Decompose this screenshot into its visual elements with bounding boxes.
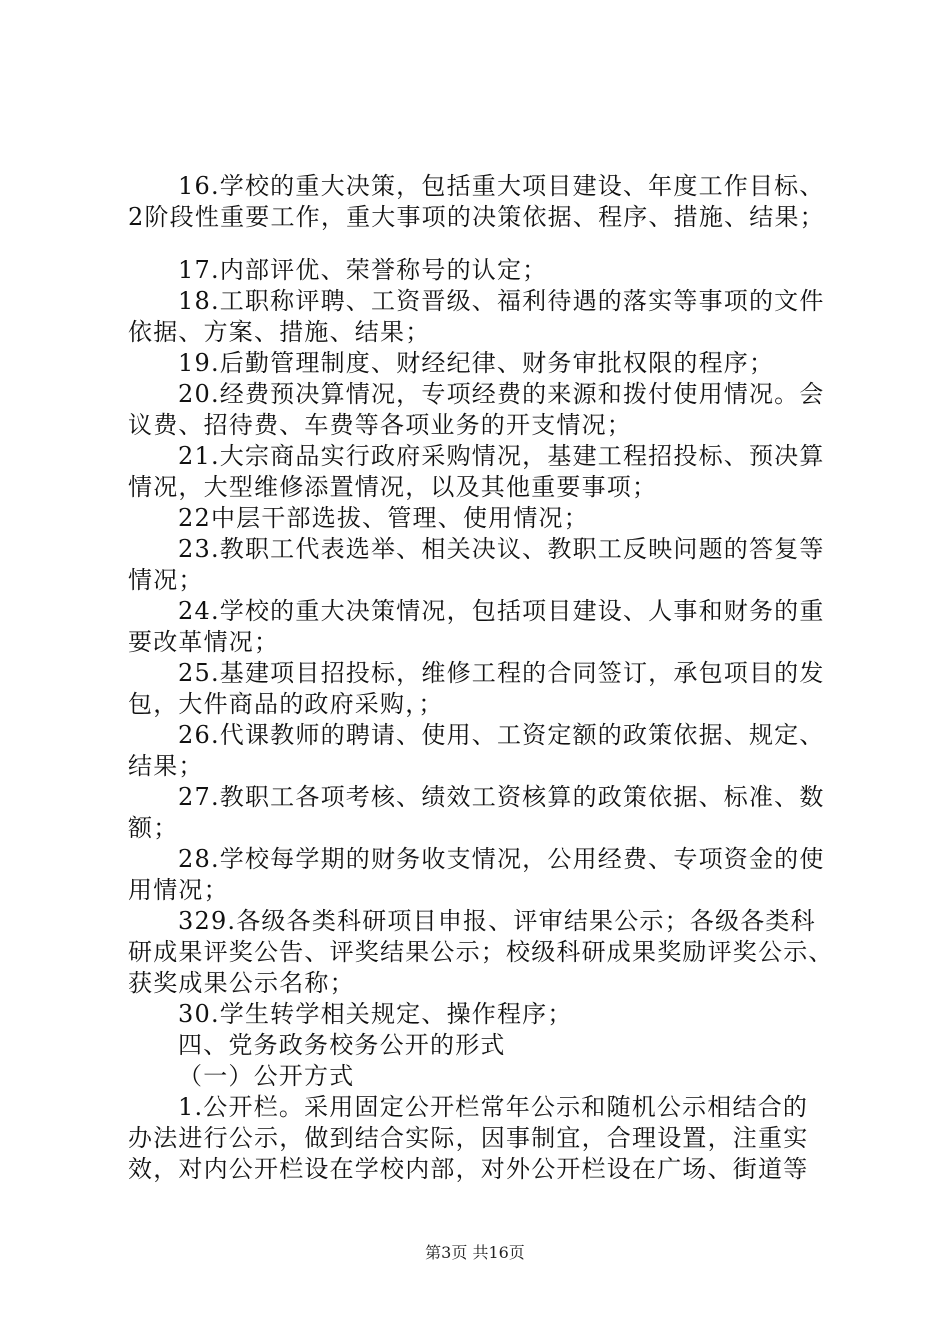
paragraph-line: 议费、招待费、车费等各项业务的开支情况； <box>128 411 632 439</box>
paragraph-line: 结果； <box>128 752 204 780</box>
paragraph-line: 额； <box>128 814 179 842</box>
subsection-heading: （一）公开方式 <box>178 1062 355 1090</box>
paragraph-line: 25.基建项目招投标，维修工程的合同签订，承包项目的发 <box>178 659 825 687</box>
paragraph-line: 办法进行公示，做到结合实际，因事制宜，合理设置，注重实 <box>128 1124 809 1152</box>
paragraph-line: 获奖成果公示名称； <box>128 969 355 997</box>
paragraph-line: 依据、方案、措施、结果； <box>128 318 431 346</box>
section-heading: 四、党务政务校务公开的形式 <box>178 1031 506 1059</box>
paragraph-line: 效，对内公开栏设在学校内部，对外公开栏设在广场、街道等 <box>128 1155 809 1183</box>
paragraph-line: 26.代课教师的聘请、使用、工资定额的政策依据、规定、 <box>178 721 825 749</box>
paragraph-line: 包，大件商品的政府采购，； <box>128 690 444 718</box>
paragraph-line: 16.学校的重大决策，包括重大项目建设、年度工作目标、 <box>178 172 825 200</box>
paragraph-line: 研成果评奖公告、评奖结果公示；校级科研成果奖励评奖公示、 <box>128 938 834 966</box>
document-body <box>128 171 840 1185</box>
paragraph-line: 19.后勤管理制度、财经纪律、财务审批权限的程序； <box>178 349 775 377</box>
paragraph-line: 22中层干部选拔、管理、使用情况； <box>178 504 589 532</box>
paragraph-line: 23.教职工代表选举、相关决议、教职工反映问题的答复等 <box>178 535 825 563</box>
paragraph-line: 28.学校每学期的财务收支情况，公用经费、专项资金的使 <box>178 845 825 873</box>
paragraph-line: 1.公开栏。采用固定公开栏常年公示和随机公示相结合的 <box>178 1093 809 1121</box>
paragraph-line: 329.各级各类科研项目申报、评审结果公示；各级各类科 <box>178 907 816 935</box>
page-number-footer: 第3页 共16页 <box>425 1243 525 1262</box>
paragraph-line: 2阶段性重要工作，重大事项的决策依据、程序、措施、结果； <box>128 203 825 231</box>
paragraph-gap <box>128 233 840 255</box>
paragraph-line: 21.大宗商品实行政府采购情况，基建工程招投标、预决算 <box>178 442 825 470</box>
paragraph-line: 用情况； <box>128 876 229 904</box>
paragraph-line: 情况； <box>128 566 204 594</box>
paragraph-line: 27.教职工各项考核、绩效工资核算的政策依据、标准、数 <box>178 783 825 811</box>
paragraph-line: 20.经费预决算情况，专项经费的来源和拨付使用情况。会 <box>178 380 825 408</box>
paragraph-line: 情况，大型维修添置情况，以及其他重要事项； <box>128 473 658 501</box>
paragraph-line: 30.学生转学相关规定、操作程序； <box>178 1000 573 1028</box>
paragraph-line: 17.内部评优、荣誉称号的认定； <box>178 256 548 284</box>
paragraph-line: 要改革情况； <box>128 628 280 656</box>
paragraph-line: 24.学校的重大决策情况，包括项目建设、人事和财务的重 <box>178 597 825 625</box>
paragraph-line: 18.工职称评聘、工资晋级、福利待遇的落实等事项的文件 <box>178 287 825 315</box>
